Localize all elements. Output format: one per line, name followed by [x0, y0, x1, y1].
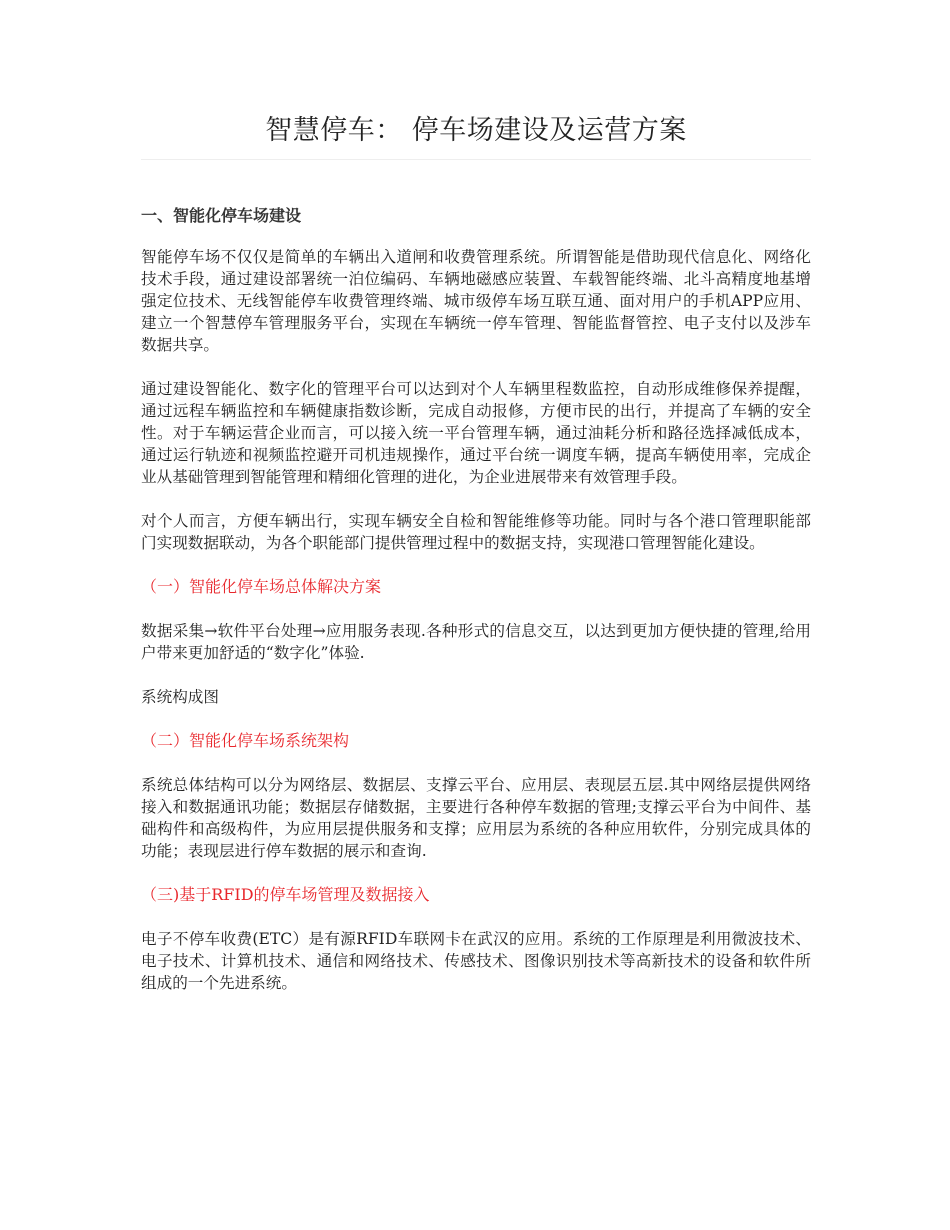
figure-label-system-diagram: 系统构成图 [141, 688, 219, 706]
paragraph-platform: 通过建设智能化、数字化的管理平台可以达到对个人车辆里程数监控，自动形成维修保养提醒，通过远程车辆监控和车辆健康指数诊断，完成自动报修，方便市民的出行，并提高了车辆的安全性。对于车辆运营企业而言，可以接入统一平台管理车辆，通过油耗分析和路径选择减低成本，通过运行轨迹和视频监控避开司机违规操作，通过平台统一调度车辆，提高车辆使用率，完成企业从基础管理到智能管理和精细化管理的进化，为企业进展带来有效管理手段。 [141, 380, 811, 486]
paragraph-rfid: 电子不停车收费(ETC）是有源RFID车联网卡在武汉的应用。系统的工作原理是利用微波技术、电子技术、计算机技术、通信和网络技术、传感技术、图像识别技术等高新技术的设备和软件所组成的一个先进系统。 [141, 930, 811, 992]
paragraph-intro: 智能停车场不仅仅是简单的车辆出入道闸和收费管理系统。所谓智能是借助现代信息化、网络化技术手段，通过建设部署统一泊位编码、车辆地磁感应装置、车载智能终端、北斗高精度地基增强定位技术、无线智能停车收费管理终端、城市级停车场互联互通、面对用户的手机APP应用、建立一个智慧停车管理服务平台，实现在车辆统一停车管理、智能监督管控、电子支付以及涉车数据共享。 [141, 248, 811, 354]
document-page [141, 108, 811, 1016]
subheading-rfid: （三)基于RFID的停车场管理及数据接入 [141, 885, 430, 904]
subheading-system-architecture: （二）智能化停车场系统架构 [141, 731, 350, 750]
subheading-overall-solution: （一）智能化停车场总体解决方案 [141, 577, 382, 596]
paragraph-architecture: 系统总体结构可以分为网络层、数据层、支撑云平台、应用层、表现层五层.其中网络层提供网络接入和数据通讯功能；数据层存储数据，主要进行各种停车数据的管理;支撑云平台为中间件、基础构件和高级构件，为应用层提供服务和支撑；应用层为系统的各种应用软件，分别完成具体的功能；表现层进行停车数据的展示和查询. [141, 776, 811, 860]
section-heading-smart-parking: 一、智能化停车场建设 [141, 206, 302, 225]
paragraph-personal: 对个人而言，方便车辆出行，实现车辆安全自检和智能维修等功能。同时与各个港口管理职能部门实现数据联动，为各个职能部门提供管理过程中的数据支持，实现港口管理智能化建设。 [141, 512, 811, 552]
paragraph-solution: 数据采集→软件平台处理→应用服务表现.各种形式的信息交互，以达到更加方便快捷的管理,给用户带来更加舒适的“数字化”体验. [141, 622, 811, 662]
document-title: 智慧停车： 停车场建设及运营方案 [141, 108, 811, 160]
